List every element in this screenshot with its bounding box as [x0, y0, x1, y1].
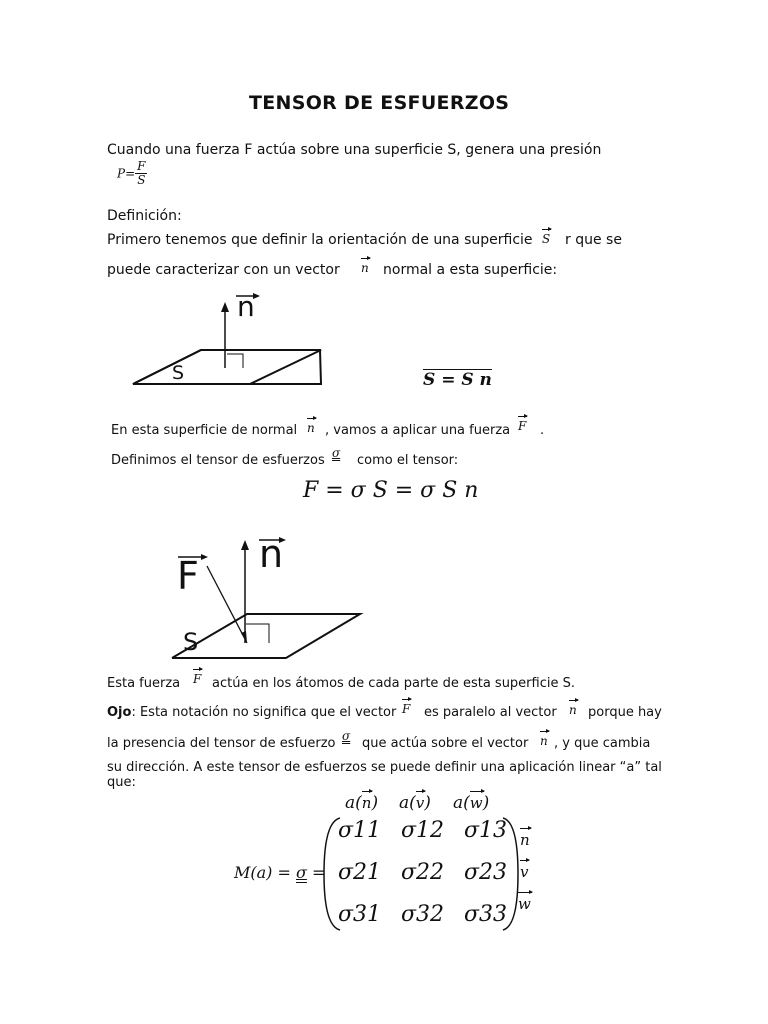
normal-line-1-middle: , vamos a aplicar una fuerza — [325, 423, 511, 438]
explanation-n-symbol: n — [569, 703, 577, 717]
figure2-label-s: S — [183, 628, 199, 656]
fraction-denominator: S — [137, 173, 146, 187]
normal-line-1-end: . — [540, 423, 545, 438]
definition-line-2-end: normal a esta superficie: — [383, 262, 558, 278]
explanation-line-2-middle: es paralelo al vector — [424, 705, 557, 720]
matrix-cell-11: σ11 — [338, 818, 382, 843]
definition-line-1-end: r que se — [565, 232, 622, 248]
matrix-row-label-2: v — [520, 863, 529, 881]
explanation-line-2-text: : Esta notación no significa que el vector — [131, 705, 397, 720]
definition-line-2: puede caracterizar con un vector — [107, 262, 340, 278]
figure2-label-n: n — [259, 532, 284, 576]
matrix-row-label-1: n — [520, 831, 530, 849]
explanation-line-5: que: — [107, 775, 136, 790]
matrix-cell-23: σ23 — [464, 860, 508, 885]
matrix-row-label-3: w — [518, 895, 531, 913]
explanation-sigma-symbol: σ — [342, 729, 351, 743]
explanation-line-3: la presencia del tensor de esfuerzo — [107, 736, 336, 751]
explanation-line-3-middle: que actúa sobre el vector — [362, 736, 529, 751]
pressure-lhs: P= — [117, 166, 136, 181]
normal-line-1: En esta superficie de normal — [111, 423, 298, 438]
normal-n-symbol: n — [307, 421, 315, 435]
explanation-line-1: Esta fuerza — [107, 676, 181, 691]
vector-s-symbol: S — [542, 232, 551, 246]
fraction-numerator: F — [137, 159, 146, 173]
matrix-cell-13: σ13 — [464, 818, 508, 843]
ojo-label: Ojo — [107, 705, 132, 720]
explanation-line-2-end: porque hay — [588, 705, 662, 720]
explanation-line-3-end: , y que cambia — [554, 736, 651, 751]
matrix-cell-31: σ31 — [338, 902, 382, 927]
explanation-line-4: su dirección. A este tensor de esfuerzos se puede definir una aplicación linear “a” tal — [107, 760, 662, 775]
sigma-symbol: σ — [332, 446, 341, 460]
intro-text: Cuando una fuerza F actúa sobre una superficie S, genera una presión — [107, 142, 602, 158]
matrix-col-header-2: a(v) — [399, 793, 431, 813]
matrix-cell-22: σ22 — [401, 860, 445, 885]
normal-line-2: Definimos el tensor de esfuerzos — [111, 453, 325, 468]
page-title: TENSOR DE ESFUERZOS — [249, 92, 510, 114]
explanation-F-symbol-2: F — [402, 702, 411, 716]
explanation-n-symbol-2: n — [540, 734, 548, 748]
normal-line-2-end: como el tensor: — [357, 453, 459, 468]
definition-heading: Definición: — [107, 208, 182, 224]
figure1-label-n: n — [237, 290, 255, 323]
matrix-cell-12: σ12 — [401, 818, 445, 843]
matrix-cell-33: σ33 — [464, 902, 508, 927]
figure1-label-s: S — [172, 362, 185, 384]
matrix-lhs: M(a) = σ = — [234, 863, 326, 882]
matrix-cell-32: σ32 — [401, 902, 445, 927]
matrix-cell-21: σ21 — [338, 860, 382, 885]
figure1-equation: S = S n — [423, 370, 492, 390]
normal-F-symbol: F — [518, 419, 527, 433]
figure2-label-F: F — [177, 554, 199, 598]
explanation-F-symbol: F — [193, 672, 202, 686]
tensor-equation: F = σ S = σ S n — [303, 478, 479, 503]
vector-n-symbol: n — [361, 261, 369, 275]
matrix-col-header-3: a(w) — [453, 793, 490, 813]
definition-line-1: Primero tenemos que definir la orientación de una superficie — [107, 232, 533, 248]
explanation-line-1-end: actúa en los átomos de cada parte de esta superficie S. — [212, 676, 575, 691]
matrix-col-header-1: a(n) — [345, 793, 379, 813]
